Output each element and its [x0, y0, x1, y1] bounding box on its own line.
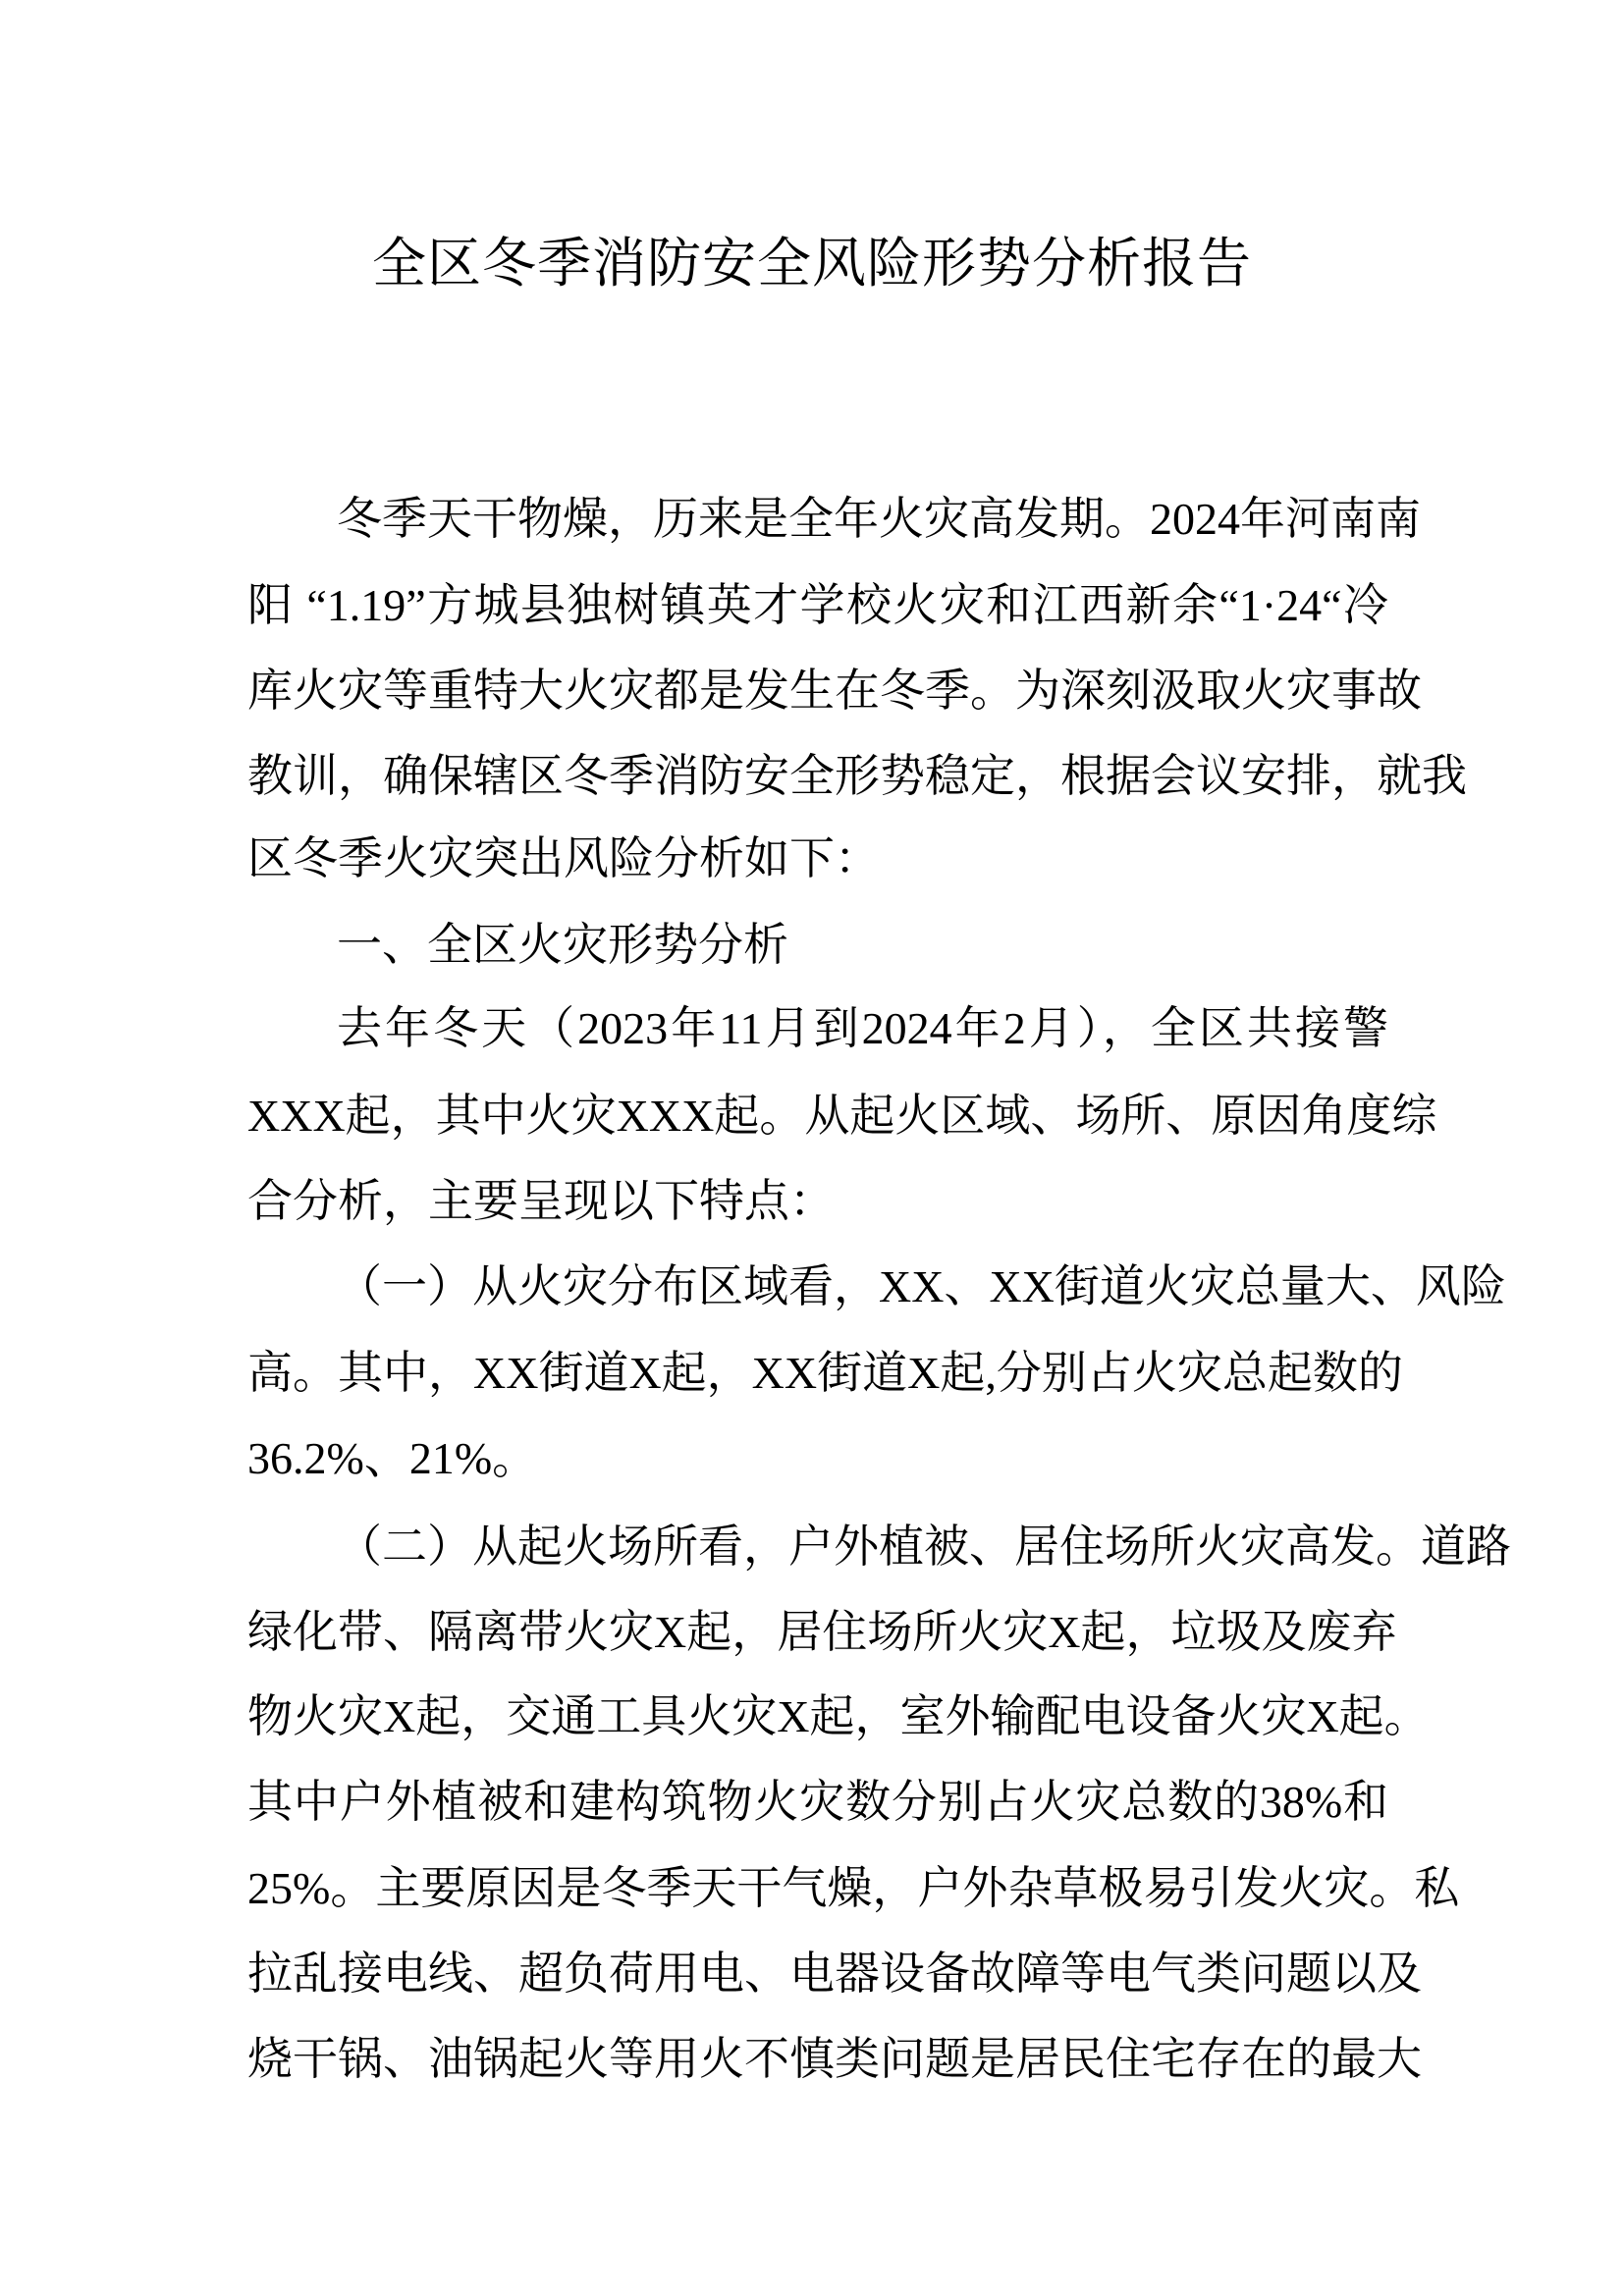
body-line: 教训，确保辖区冬季消防安全形势稳定，根据会议安排，就我: [247, 751, 1467, 801]
body-line: 冬季天干物燥，历来是全年火灾高发期。2024年河南南: [337, 494, 1421, 544]
body-line: 高。其中，XX街道X起，XX街道X起,分别占火灾总起数的: [247, 1348, 1403, 1398]
body-line: 区冬季火灾突出风险分析如下：: [247, 833, 880, 883]
body-line: 其中户外植被和建构筑物火灾数分别占火灾总数的38%和: [247, 1777, 1388, 1827]
body-line: 去年冬天（2023年11月到2024年2月），全区共接警: [337, 1003, 1388, 1053]
body-line: 合分析，主要呈现以下特点：: [247, 1176, 835, 1226]
body-line: 绿化带、隔离带火灾X起，居住场所火灾X起，垃圾及废弃: [247, 1607, 1397, 1657]
body-line: 烧干锅、油锅起火等用火不慎类问题是居民住宅存在的最大: [247, 2034, 1422, 2084]
body-line: （二）从起火场所看，户外植被、居住场所火灾高发。道路: [337, 1522, 1511, 1572]
body-line: XXX起，其中火灾XXX起。从起火区域、场所、原因角度综: [247, 1091, 1437, 1141]
body-line: 物火灾X起，交通工具火灾X起，室外输配电设备火灾X起。: [247, 1691, 1430, 1741]
section-heading: 一、全区火灾形势分析: [337, 920, 788, 970]
body-line: 阳 “1.19”方城县独树镇英才学校火灾和江西新余“1·24“冷: [247, 580, 1388, 630]
body-line: （一）从火灾分布区域看，XX、XX街道火灾总量大、风险: [337, 1261, 1506, 1311]
body-line: 25%。主要原因是冬季天干气燥，户外杂草极易引发火灾。私: [247, 1863, 1460, 1913]
body-line: 拉乱接电线、超负荷用电、电器设备故障等电气类问题以及: [247, 1949, 1422, 1999]
body-line: 36.2%、21%。: [247, 1433, 538, 1483]
document-title: 全区冬季消防安全风险形势分析报告: [371, 232, 1252, 294]
body-line: 库火灾等重特大火灾都是发生在冬季。为深刻汲取火灾事故: [247, 666, 1422, 716]
